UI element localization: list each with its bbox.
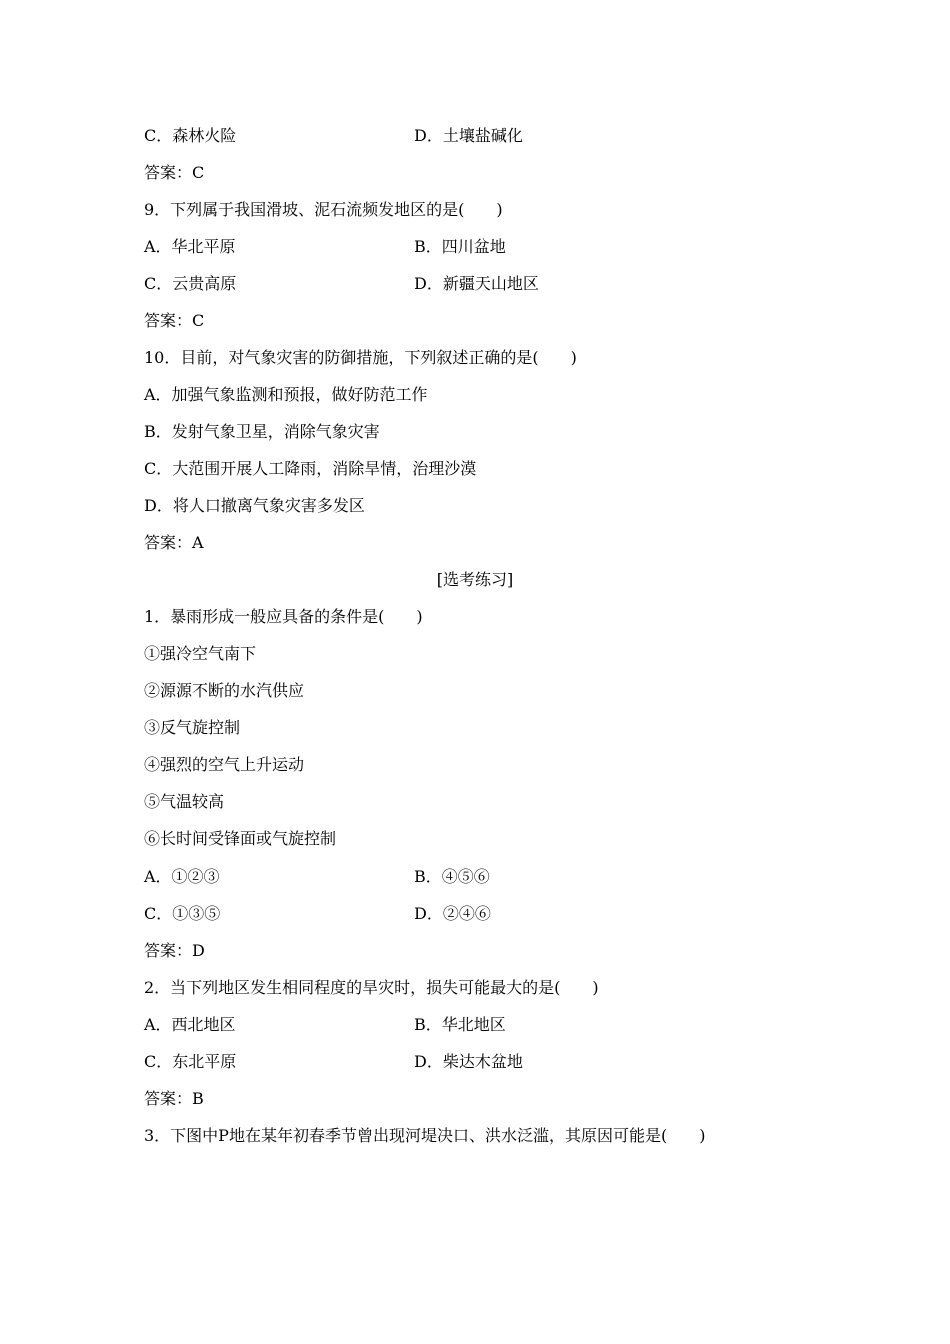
option-line [144,273,539,295]
answer-line: 答案：C [144,163,205,182]
option-c: C．大范围开展人工降雨，消除旱情，治理沙漠 [144,459,477,478]
option-a: A．加强气象监测和预报，做好防范工作 [144,385,428,404]
answer-line: 答案：C [144,311,205,330]
option-c: C．森林火险 [144,126,237,145]
option-c: C．云贵高原 [144,274,237,293]
question-1: 1．暴雨形成一般应具备的条件是( ) [144,607,423,626]
option-b: B．华北地区 [414,1015,506,1034]
option-c: C．①③⑤ [144,904,221,923]
option-b: B．④⑤⑥ [414,867,490,886]
option-line [144,1051,523,1073]
option-line [144,903,491,925]
option-d: D．将人口撤离气象灾害多发区 [144,496,365,515]
option-a: A．①②③ [144,867,220,886]
condition-item: ③反气旋控制 [144,718,241,737]
option-line [144,1014,506,1036]
option-b: B．发射气象卫星，消除气象灾害 [144,422,380,441]
answer-line: 答案：D [144,941,205,960]
option-a: A．华北平原 [144,237,236,256]
option-line [144,866,490,888]
answer-line: 答案：A [144,533,204,552]
option-line [144,125,523,147]
answer-line: 答案：B [144,1089,204,1108]
question-2: 2．当下列地区发生相同程度的旱灾时，损失可能最大的是( ) [144,978,599,997]
section-heading: [选考练习] [436,570,514,589]
question-10: 10．目前，对气象灾害的防御措施，下列叙述正确的是( ) [144,348,577,367]
condition-item: ⑥长时间受锋面或气旋控制 [144,829,337,848]
question-9: 9．下列属于我国滑坡、泥石流频发地区的是( ) [144,200,503,219]
question-3: 3．下图中P地在某年初春季节曾出现河堤决口、洪水泛滥，其原因可能是( ) [144,1126,706,1145]
condition-item: ①强冷空气南下 [144,644,257,663]
option-d: D．土壤盐碱化 [414,126,523,145]
option-d: D．柴达木盆地 [414,1052,523,1071]
option-b: B．四川盆地 [414,237,506,256]
condition-item: ⑤气温较高 [144,792,225,811]
option-a: A．西北地区 [144,1015,236,1034]
condition-item: ④强烈的空气上升运动 [144,755,305,774]
option-d: D．②④⑥ [414,904,491,923]
option-d: D．新疆天山地区 [414,274,539,293]
option-c: C．东北平原 [144,1052,237,1071]
option-line [144,236,506,258]
condition-item: ②源源不断的水汽供应 [144,681,305,700]
